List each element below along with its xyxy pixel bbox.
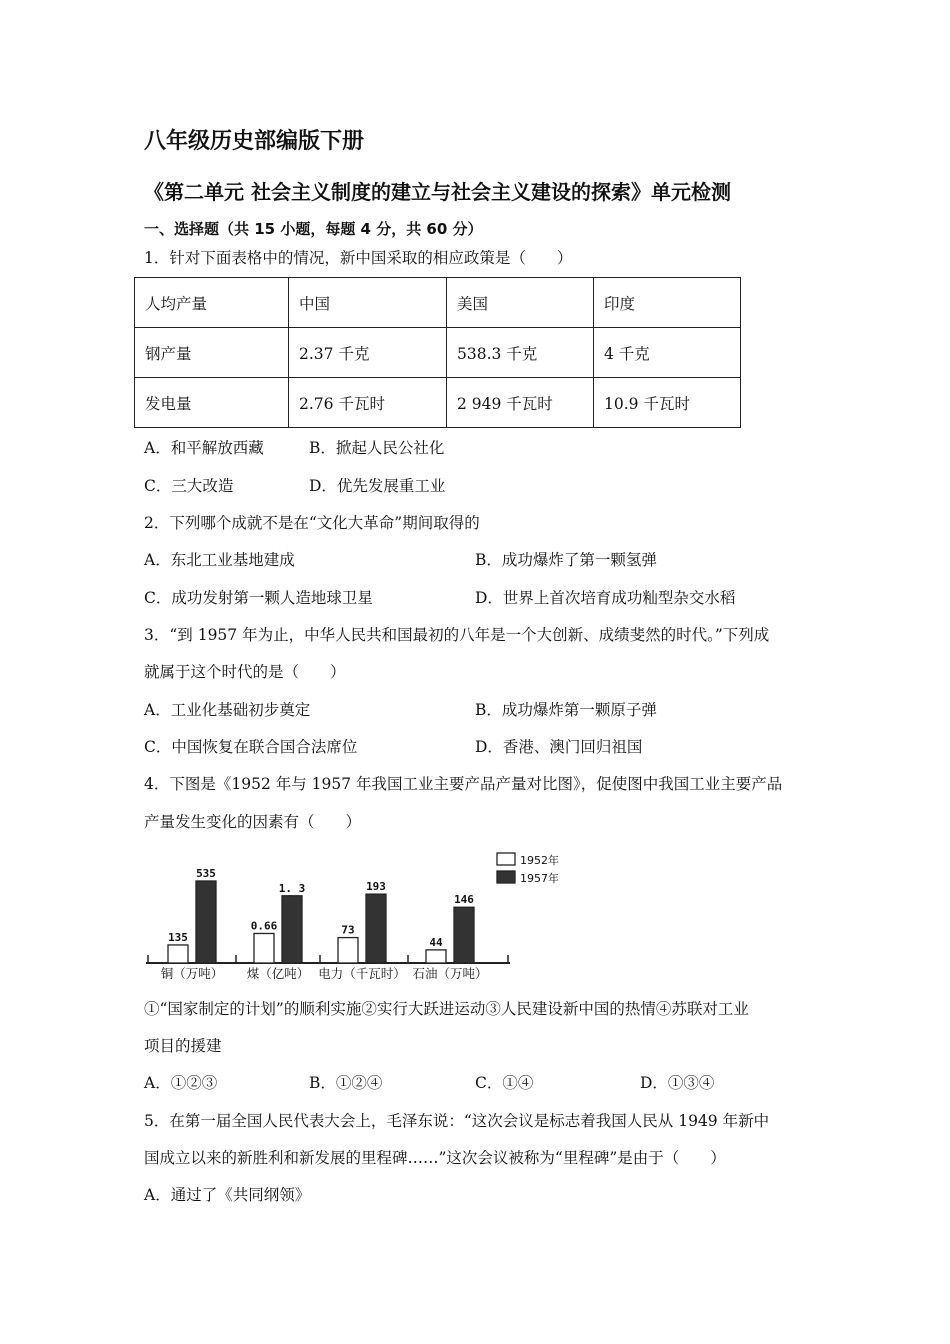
category-label: 电力（千瓦时） [318, 966, 406, 981]
q5-stem-line1: 5．在第一届全国人民代表大会上，毛泽东说：“这次会议是标志着我国人民从 1949 年新中 [144, 1112, 770, 1130]
legend-label: 1952年 [520, 854, 559, 867]
bar-1952年-0 [168, 945, 188, 963]
q2-option-b[interactable]: B．成功爆炸了第一颗氢弹 [475, 551, 657, 569]
q3-stem-line1: 3．“到 1957 年为止，中华人民共和国最初的八年是一个大创新、成绩斐然的时代。”下列成 [144, 626, 770, 644]
table-cell: 538.3 千克 [447, 328, 594, 378]
bar-value-label: 44 [429, 935, 443, 949]
table-row [135, 378, 741, 428]
q1-stem: 1．针对下面表格中的情况，新中国采取的相应政策是（ ） [144, 249, 573, 267]
bar-1957年-0 [196, 881, 216, 963]
bar-1952年-2 [338, 938, 358, 963]
q1-option-d[interactable]: D．优先发展重工业 [309, 477, 446, 495]
q4-statement-line1: ①“国家制定的计划”的顺利实施②实行大跃进运动③人民建设新中国的热情④苏联对工业 [144, 1000, 749, 1018]
table-row [135, 278, 741, 328]
table-row [135, 328, 741, 378]
bar-value-label: 73 [341, 923, 355, 937]
bar-value-label: 193 [366, 880, 386, 894]
section-heading: 一、选择题（共 15 小题，每题 4 分，共 60 分） [144, 220, 483, 238]
q1-option-c[interactable]: C．三大改造 [144, 477, 234, 495]
q1-option-b[interactable]: B．掀起人民公社化 [309, 439, 445, 457]
bar-1957年-1 [282, 896, 302, 963]
table-cell: 人均产量 [135, 278, 289, 328]
q4-option-b[interactable]: B．①②④ [309, 1074, 383, 1092]
table-cell: 美国 [447, 278, 594, 328]
table-cell: 4 千克 [594, 328, 741, 378]
q4-stem-line1: 4．下图是《1952 年与 1957 年我国工业主要产品产量对比图》，促使图中我国工业主要产品 [144, 775, 783, 793]
q3-option-b[interactable]: B．成功爆炸第一颗原子弹 [475, 701, 657, 719]
q4-statement-line2: 项目的援建 [144, 1037, 222, 1055]
bar-value-label: 0.66 [250, 919, 278, 933]
q2-option-d[interactable]: D．世界上首次培育成功籼型杂交水稻 [475, 589, 736, 607]
q2-stem: 2．下列哪个成就不是在“文化大革命”期间取得的 [144, 514, 480, 532]
production-comparison-chart [144, 848, 574, 988]
table-cell: 2.37 千克 [289, 328, 447, 378]
bar-1952年-3 [426, 950, 446, 963]
category-label: 石油（万吨） [412, 966, 488, 981]
legend-label: 1957年 [520, 872, 559, 885]
bar-1952年-1 [254, 933, 274, 963]
table-cell: 2.76 千瓦时 [289, 378, 447, 428]
table-cell: 10.9 千瓦时 [594, 378, 741, 428]
table-cell: 发电量 [135, 378, 289, 428]
legend-swatch-1952年 [497, 853, 515, 865]
table-cell: 2 949 千瓦时 [447, 378, 594, 428]
q5-stem-line2: 国成立以来的新胜利和新发展的里程碑……”这次会议被称为“里程碑”是由于（ ） [144, 1149, 726, 1167]
bar-value-label: 135 [168, 930, 188, 944]
q4-option-a[interactable]: A．①②③ [144, 1074, 218, 1092]
page-title: 八年级历史部编版下册 [144, 129, 365, 154]
q2-option-a[interactable]: A．东北工业基地建成 [144, 551, 295, 569]
q3-stem-line2: 就属于这个时代的是（ ） [144, 663, 346, 681]
q4-option-c[interactable]: C．①④ [475, 1074, 534, 1092]
category-label: 煤（亿吨） [246, 966, 310, 981]
legend-swatch-1957年 [497, 871, 515, 883]
q3-option-d[interactable]: D．香港、澳门回归祖国 [475, 738, 643, 756]
unit-title: 《第二单元 社会主义制度的建立与社会主义建设的探索》单元检测 [144, 180, 731, 204]
category-label: 铜（万吨） [160, 966, 224, 981]
table-cell: 钢产量 [135, 328, 289, 378]
bar-value-label: 535 [196, 867, 216, 880]
q2-option-c[interactable]: C．成功发射第一颗人造地球卫星 [144, 589, 373, 607]
q5-option-a[interactable]: A．通过了《共同纲领》 [144, 1186, 311, 1204]
table-cell: 印度 [594, 278, 741, 328]
q4-option-d[interactable]: D．①③④ [640, 1074, 715, 1092]
q3-option-c[interactable]: C．中国恢复在联合国合法席位 [144, 738, 358, 756]
q1-option-a[interactable]: A．和平解放西藏 [144, 439, 264, 457]
bar-1957年-3 [454, 907, 474, 963]
q3-option-a[interactable]: A．工业化基础初步奠定 [144, 701, 311, 719]
bar-1957年-2 [366, 894, 386, 963]
bar-value-label: 1. 3 [278, 881, 306, 895]
q1-table [134, 277, 741, 428]
table-cell: 中国 [289, 278, 447, 328]
bar-value-label: 146 [454, 893, 474, 907]
q4-stem-line2: 产量发生变化的因素有（ ） [144, 813, 362, 831]
